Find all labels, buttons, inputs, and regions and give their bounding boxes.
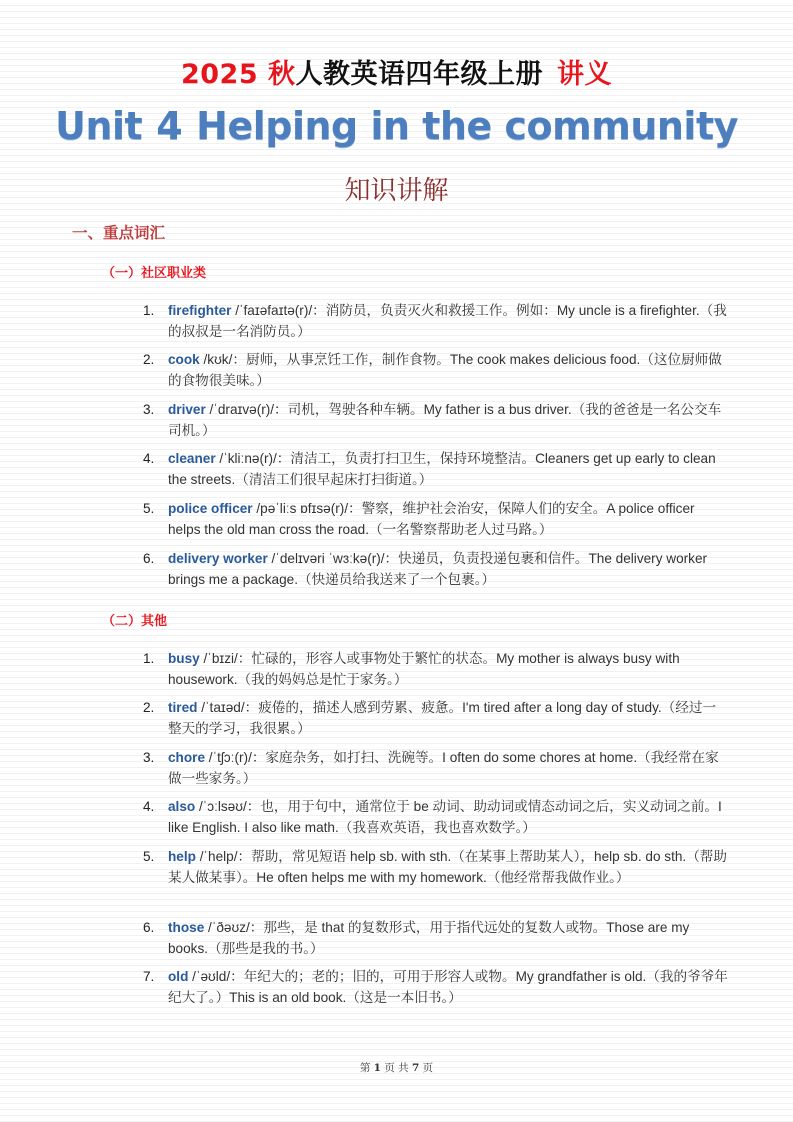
vocab-word: firefighter: [168, 303, 232, 318]
unit-name: Helping in the community: [196, 104, 738, 148]
vocab-word: delivery worker: [168, 551, 268, 566]
vocab-heading: 一、重点词汇: [72, 224, 166, 242]
vocab-definition: /ˈbɪzi/：忙碌的，形容人或事物处于繁忙的状态。My mother is always busy with housework.（我的妈妈总是忙于家务。）: [168, 651, 680, 687]
vocab-word: tired: [168, 700, 198, 715]
vocab-word: help: [168, 849, 196, 864]
list-item: [143, 648, 728, 690]
item-number: 3.: [143, 402, 155, 417]
vocab-definition: /ˈtaɪəd/：疲倦的，描述人感到劳累、疲惫。I'm tired after a long day of study.（经过一整天的学习，我很累。）: [168, 700, 717, 736]
item-number: 2.: [143, 352, 155, 367]
group-heading-occupations: （一）社区职业类: [102, 266, 207, 281]
vocab-word: busy: [168, 651, 200, 666]
item-number: 6.: [143, 551, 155, 566]
footer-suffix: 页: [422, 1062, 434, 1074]
list-item: [143, 917, 728, 959]
vocab-definition: /ˈɔːlsəʊ/：也，用于句中，通常位于 be 动词、助动词或情态动词之后，实义动词之前。I like English. I also like math.（我喜欢英语，我也喜欢数学。）: [168, 799, 722, 835]
footer-prefix: 第: [359, 1062, 371, 1074]
list-item: [143, 796, 728, 838]
list-item: [143, 747, 728, 789]
list-item: [143, 548, 728, 590]
item-number: 4.: [143, 451, 155, 466]
vocab-definition: /ˈkliːnə(r)/：清洁工，负责打扫卫生，保持环境整洁。Cleaners get up early to clean the streets.（清洁工们很早起床打扫街道。）: [168, 451, 716, 487]
list-item: [143, 448, 728, 490]
vocab-definition: /ˈðəʊz/：那些，是 that 的复数形式，用于指代远处的复数人或物。Those are my books.（那些是我的书。）: [168, 920, 690, 956]
item-number: 6.: [143, 920, 155, 935]
item-number: 4.: [143, 799, 155, 814]
vocab-definition: /ˈfaɪəfaɪtə(r)/：消防员，负责灭火和救援工作。例如：My uncle is a firefighter.（我的叔叔是一名消防员。）: [168, 303, 727, 339]
title-season: 秋: [268, 59, 296, 90]
vocab-definition: /kʊk/：厨师，从事烹饪工作，制作食物。The cook makes delicious food.（这位厨师做的食物很美味。）: [168, 352, 722, 388]
item-number: 7.: [143, 969, 155, 984]
page-number: 1: [373, 1062, 381, 1074]
vocab-word: old: [168, 969, 189, 984]
vocab-word: also: [168, 799, 196, 814]
vocab-definition: /ˈdraɪvə(r)/：司机，驾驶各种车辆。My father is a bus driver.（我的爸爸是一名公交车司机。）: [168, 402, 722, 438]
list-item: [143, 846, 728, 888]
vocab-word: those: [168, 920, 205, 935]
vocab-word: police officer: [168, 501, 253, 516]
title-main: 人教英语四年级上册: [295, 59, 544, 90]
footer-middle: 页 共: [384, 1062, 409, 1074]
title-year: 2025: [180, 59, 259, 90]
unit-label: Unit: [55, 104, 143, 148]
vocab-word: driver: [168, 402, 206, 417]
item-number: 5.: [143, 849, 155, 864]
list-item: [143, 498, 728, 540]
page-total: 7: [412, 1062, 420, 1074]
item-number: 3.: [143, 750, 155, 765]
list-item: [143, 300, 728, 342]
page-footer: [0, 1060, 793, 1075]
vocab-word: cook: [168, 352, 200, 367]
title-suffix: 讲义: [557, 59, 613, 90]
section-title: 知识讲解: [344, 176, 449, 206]
list-item: [143, 697, 728, 739]
item-number: 1.: [143, 303, 155, 318]
item-number: 1.: [143, 651, 155, 666]
unit-number: 4: [156, 104, 183, 148]
vocab-definition: /ˈdelɪvəri ˈwɜːkə(r)/：快递员，负责投递包裹和信件。The delivery worker brings me a package.（快递员给我送来了一个包裹。）: [168, 551, 708, 587]
vocab-definition: /ˈtʃɔː(r)/：家庭杂务，如打扫、洗碗等。I often do some chores at home.（我经常在家做一些家务。）: [168, 750, 719, 786]
list-item: [143, 966, 728, 1008]
vocab-definition: /ˈhelp/：帮助，常见短语 help sb. with sth.（在某事上帮助某人），help sb. do sth.（帮助某人做某事）。He often helps me with my homework.（他经常帮我做作业。）: [168, 849, 727, 885]
item-number: 5.: [143, 501, 155, 516]
vocab-definition: /ˈəʊld/：年纪大的；老的；旧的，可用于形容人或物。My grandfather is old.（我的爷爷年纪大了。）This is an old book.（这是一本旧书。）: [168, 969, 728, 1005]
item-number: 2.: [143, 700, 155, 715]
document-title: [0, 52, 793, 91]
group-heading-others: （二）其他: [102, 614, 168, 629]
vocab-word: cleaner: [168, 451, 216, 466]
unit-title: [0, 104, 793, 148]
vocab-word: chore: [168, 750, 206, 765]
list-item: [143, 349, 728, 391]
vocab-definition: /pəˈliːs ɒfɪsə(r)/：警察，维护社会治安，保障人们的安全。A police officer helps the old man cross the road.（一名警察帮助老人过马路。）: [168, 501, 695, 537]
list-item: [143, 399, 728, 441]
